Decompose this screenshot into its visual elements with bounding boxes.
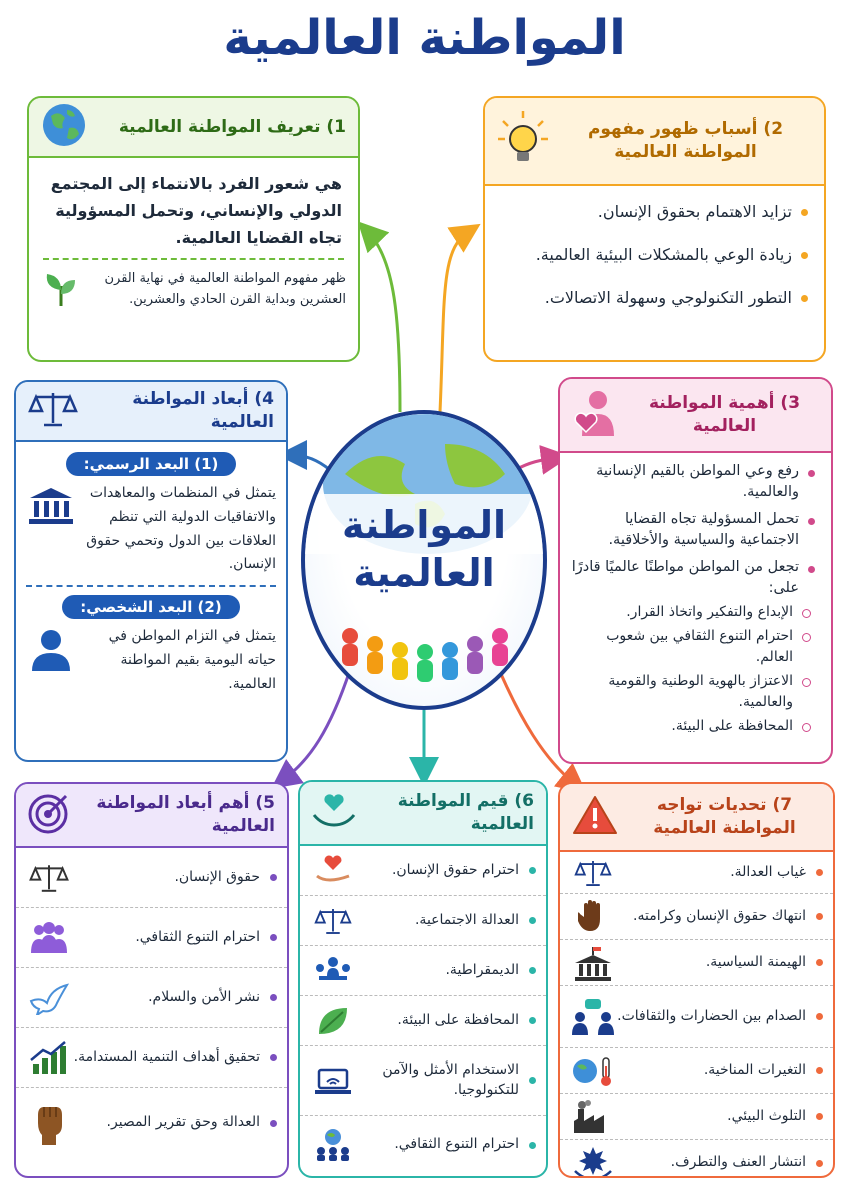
list-item: زيادة الوعي بالمشكلات البيئية العالمية.: [495, 243, 810, 266]
list-item: تحقيق أهداف التنمية المستدامة.: [16, 1028, 287, 1088]
raised-fist-icon: [26, 1101, 72, 1145]
list-item: المحافظة على البيئة.: [570, 716, 813, 737]
list-item: تزايد الاهتمام بحقوق الإنسان.: [495, 200, 810, 223]
list-item: انتشار العنف والتطرف.: [560, 1140, 833, 1178]
challenges-list: [560, 852, 833, 1178]
definition-header: [29, 98, 358, 158]
page-title: المواطنة العالمية: [223, 10, 626, 66]
institution-icon: [26, 482, 76, 577]
list-item: الإبداع والتفكير واتخاذ القرار.: [570, 602, 813, 623]
scales-icon: [26, 862, 72, 894]
list-item: انتهاك حقوق الإنسان وكرامته.: [560, 894, 833, 940]
causes-title-line1: 2) أسباب ظهور مفهوم: [587, 119, 784, 140]
importance-title-line1: 3) أهمية المواطنة: [648, 393, 801, 414]
list-item: التطور التكنولوجي وسهولة الاتصالات.: [495, 286, 810, 309]
personal-dimension-text: يتمثل في التزام المواطن في حياته اليومية بقيم المواطنة العالمية.: [108, 628, 276, 692]
definition-text: هي شعور الفرد بالانتماء إلى المجتمع الدولي والإنساني، وتحمل المسؤولية تجاه القضايا العالمية.: [50, 174, 342, 248]
definition-note: ظهر مفهوم المواطنة العالمية في نهاية القرن العشرين وبداية القرن الحادي والعشرين.: [104, 270, 346, 307]
causes-box: [483, 96, 826, 362]
list-item: الاستخدام الأمثل والآمن للتكنولوجيا.: [300, 1046, 546, 1116]
list-item: احترام التنوع الثقافي بين شعوب العالم.: [570, 626, 813, 668]
group-icon: [26, 921, 72, 955]
factory-icon: [570, 1099, 616, 1135]
person-icon: [26, 625, 76, 696]
definition-box: [27, 96, 360, 362]
list-item: الاعتزاز بالهوية الوطنية والقومية والعالمية.: [570, 671, 813, 713]
person-heart-icon: [572, 388, 620, 443]
center-title-line2: العالمية: [353, 550, 495, 595]
dimensions-box: [14, 380, 288, 762]
scales-icon: [310, 906, 356, 936]
key-dimensions-header: [16, 784, 287, 848]
scales-icon: [570, 858, 616, 888]
dimensions-title: 4) أبعاد المواطنة العالمية: [132, 389, 274, 432]
meeting-icon: [310, 954, 356, 988]
importance-title-line2: العالمية: [692, 416, 757, 436]
list-item: الصدام بين الحضارات والثقافات.: [560, 986, 833, 1048]
growth-chart-icon: [26, 1040, 72, 1076]
list-item: التغيرات المناخية.: [560, 1048, 833, 1094]
list-item: الديمقراطية.: [300, 946, 546, 996]
personal-dimension-label: (2) البعد الشخصي:: [62, 595, 239, 619]
lightbulb-icon: [497, 109, 549, 174]
list-item: التلوث البيئي.: [560, 1094, 833, 1140]
importance-list: [560, 453, 831, 599]
values-title: 6) قيم المواطنة العالمية: [397, 791, 534, 834]
key-dimensions-box: [14, 782, 289, 1178]
scales-icon: [28, 389, 78, 434]
warning-icon: [572, 794, 618, 841]
challenges-header: [560, 784, 833, 852]
stop-hand-icon: [570, 899, 616, 935]
key-dimensions-list: [16, 848, 287, 1158]
challenges-box: [558, 782, 835, 1178]
causes-header: [485, 98, 824, 186]
dimensions-divider: [26, 585, 276, 587]
key-dimensions-title: 5) أهم أبعاد المواطنة العالمية: [96, 793, 275, 836]
people-globe-icon: [310, 1127, 356, 1163]
dimensions-header: [16, 382, 286, 442]
definition-title: 1) تعريف المواطنة العالمية: [118, 116, 346, 137]
list-item: احترام التنوع الثقافي.: [300, 1116, 546, 1174]
list-item: العدالة وحق تقرير المصير.: [16, 1088, 287, 1158]
list-item: المحافظة على البيئة.: [300, 996, 546, 1046]
target-icon: [28, 792, 70, 839]
list-item: غياب العدالة.: [560, 852, 833, 894]
laptop-wifi-icon: [310, 1064, 356, 1098]
values-list: [300, 846, 546, 1174]
causes-title-line2: المواطنة العالمية: [614, 142, 757, 162]
heart-hands-icon: [312, 791, 356, 836]
list-item: رفع وعي المواطن بالقيم الإنسانية والعالمية.: [570, 461, 817, 503]
importance-box: [558, 377, 833, 764]
plant-icon: [41, 268, 81, 312]
globe-icon: [41, 102, 87, 153]
challenges-title-line1: 7) تحديات تواجه: [656, 795, 793, 816]
conflict-icon: [570, 997, 616, 1037]
center-title-line1: المواطنة: [342, 503, 506, 547]
dove-icon: [26, 981, 72, 1015]
importance-sublist: [560, 602, 831, 737]
formal-dimension-text: يتمثل في المنظمات والمعاهدات والاتفاقيات الدولية التي تنظم العلاقات بين الدول وتحمي حقوق الإنسان.: [86, 485, 276, 573]
list-item: احترام التنوع الثقافي.: [16, 908, 287, 968]
formal-dimension-label: (1) البعد الرسمي:: [66, 452, 237, 476]
heart-hand-icon: [310, 854, 356, 888]
government-icon: [570, 945, 616, 981]
values-box: [298, 780, 548, 1178]
list-item: حقوق الإنسان.: [16, 848, 287, 908]
violence-icon: [570, 1145, 616, 1178]
challenges-title-line2: المواطنة العالمية: [653, 818, 796, 838]
center-globe: [301, 410, 547, 710]
leaf-icon: [310, 1004, 356, 1038]
values-header: [300, 782, 546, 846]
causes-list: [485, 186, 824, 310]
importance-header: [560, 379, 831, 453]
list-item: تحمل المسؤولية تجاه القضايا الاجتماعية والسياسية والأخلاقية.: [570, 509, 817, 551]
list-item: تجعل من المواطن مواطنًا عالميًا قادرًا على:: [570, 557, 817, 599]
list-item: العدالة الاجتماعية.: [300, 896, 546, 946]
list-item: الهيمنة السياسية.: [560, 940, 833, 986]
list-item: احترام حقوق الإنسان.: [300, 846, 546, 896]
list-item: نشر الأمن والسلام.: [16, 968, 287, 1028]
globe-thermometer-icon: [570, 1054, 616, 1088]
